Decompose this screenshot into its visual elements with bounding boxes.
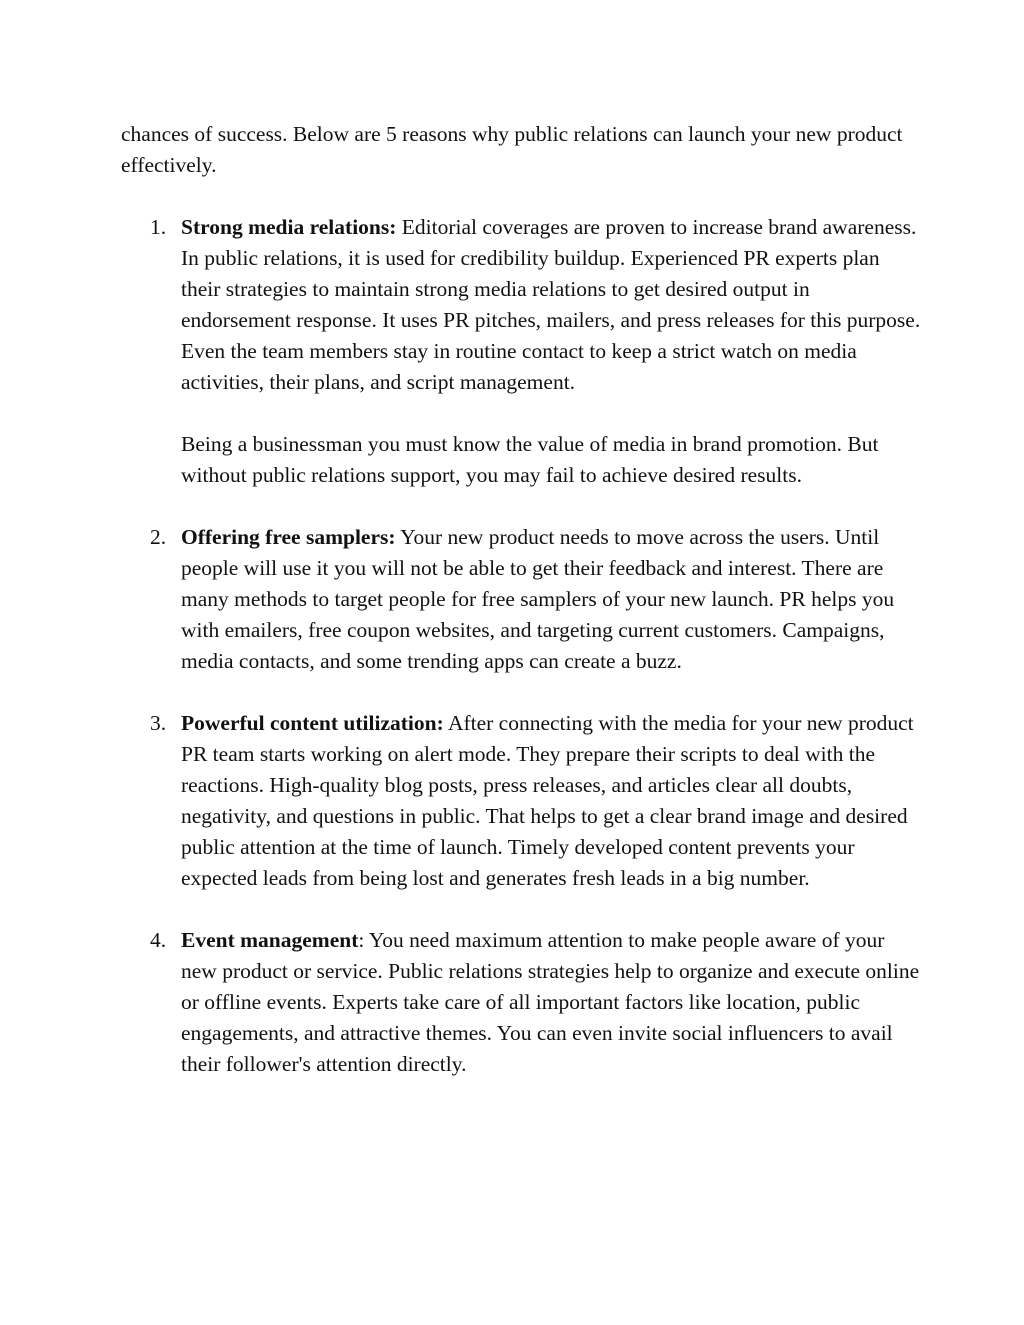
list-item-heading: Powerful content utilization: — [181, 711, 444, 735]
list-item — [121, 708, 921, 894]
list-item-heading: Offering free samplers: — [181, 525, 396, 549]
list-item-body: After connecting with the media for your new product PR team starts working on alert mode. They prepare their scripts to deal with the reactions. High-quality blog posts, press releases, and articles clear all doubts, negativity, and questions in public. That helps to get a clear brand image and desired public attention at the time of launch. Timely developed content prevents your expected leads from being lost and generates fresh leads in a big number. — [181, 711, 914, 890]
reasons-list — [121, 212, 921, 1080]
list-item-body: Your new product needs to move across the users. Until people will use it you will not be able to get their feedback and interest. There are many methods to target people for free samplers of your new launch. PR helps you with emailers, free coupon websites, and targeting current customers. Campaigns, media contacts, and some trending apps can create a buzz. — [181, 525, 895, 673]
intro-paragraph: chances of success. Below are 5 reasons why public relations can launch your new product effectively. — [121, 122, 903, 177]
list-number: 2. — [150, 525, 167, 549]
list-item-text — [181, 708, 921, 894]
list-number: 4. — [150, 928, 167, 952]
list-item-heading: Event management — [181, 928, 359, 952]
list-item — [121, 212, 921, 491]
list-number: 3. — [150, 711, 167, 735]
list-item-body: Editorial coverages are proven to increase brand awareness. In public relations, it is used for credibility buildup. Experienced PR experts plan their strategies to maintain strong media relations to get desired output in endorsement response. It uses PR pitches, mailers, and press releases for this purpose. Even the team members stay in routine contact to keep a strict watch on media activities, their plans, and script management. — [181, 215, 921, 394]
list-item — [121, 925, 921, 1080]
list-item-text — [181, 925, 921, 1080]
list-item-extra-paragraph: Being a businessman you must know the value of media in brand promotion. But without public relations support, you may fail to achieve desired results. — [181, 432, 879, 487]
list-number: 1. — [150, 215, 167, 239]
list-item — [121, 522, 921, 677]
list-item-text — [181, 212, 921, 398]
list-item-heading: Strong media relations: — [181, 215, 397, 239]
document-page — [121, 119, 921, 1080]
list-item-body: : You need maximum attention to make people aware of your new product or service. Public relations strategies help to organize and execute online or offline events. Experts take care of all important factors like location, public engagements, and attractive themes. You can even invite social influencers to avail their follower's attention directly. — [181, 928, 920, 1076]
list-item-text — [181, 522, 921, 677]
